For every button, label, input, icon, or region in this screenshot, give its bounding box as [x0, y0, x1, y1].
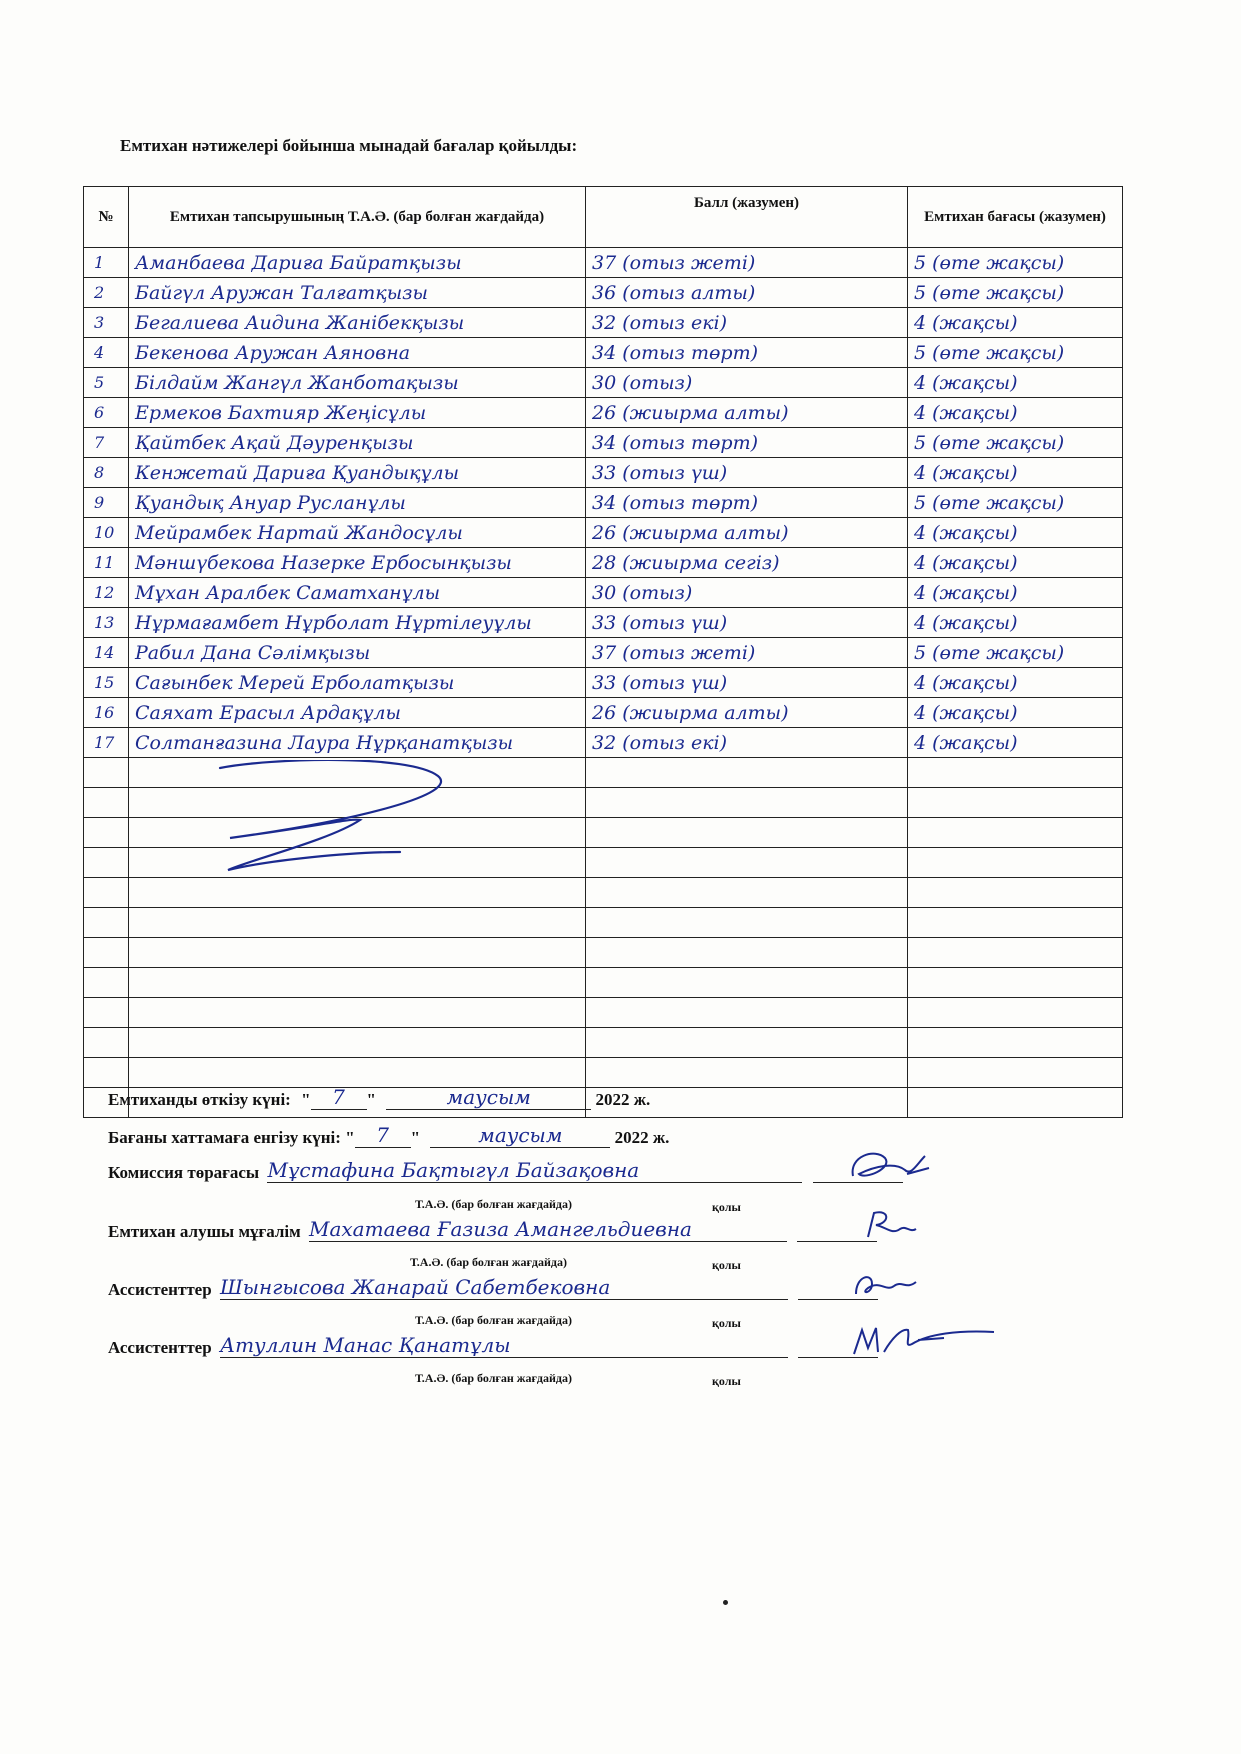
- empty-cell: [84, 788, 129, 818]
- row-grade: 4 (жақсы): [908, 458, 1123, 488]
- empty-cell: [586, 758, 908, 788]
- empty-cell: [908, 878, 1123, 908]
- empty-cell: [129, 938, 586, 968]
- empty-cell: [586, 1028, 908, 1058]
- table-row: [84, 458, 1123, 488]
- row-name: Мұхан Аралбек Саматханұлы: [129, 578, 586, 608]
- empty-cell: [84, 848, 129, 878]
- assistant2-line: [108, 1333, 878, 1358]
- row-grade: 5 (өте жақсы): [908, 278, 1123, 308]
- row-score: 32 (отыз екі): [586, 728, 908, 758]
- empty-cell: [586, 938, 908, 968]
- row-name: Бегалиева Аидина Жанібекқызы: [129, 308, 586, 338]
- empty-cell: [908, 1058, 1123, 1088]
- assistant1-name: Шынгысова Жанарай Сабетбековна: [220, 1275, 788, 1300]
- table-row: [84, 608, 1123, 638]
- row-score: 26 (жиырма алты): [586, 398, 908, 428]
- empty-cell: [84, 1058, 129, 1088]
- table-row-empty: [84, 1028, 1123, 1058]
- row-number: 2: [84, 278, 129, 308]
- intro-text: Емтихан нәтижелері бойынша мынадай бағалар қойылды:: [120, 136, 578, 155]
- row-score: 26 (жиырма алты): [586, 698, 908, 728]
- empty-cell: [84, 968, 129, 998]
- assistant2-label: Ассистенттер: [108, 1338, 212, 1357]
- row-score: 33 (отыз үш): [586, 458, 908, 488]
- row-number: 14: [84, 638, 129, 668]
- empty-cell: [129, 788, 586, 818]
- exam-date-line: Емтиханды өткізу күні: " 7 " маусым 2022 ж.: [108, 1085, 651, 1109]
- row-grade: 4 (жақсы): [908, 518, 1123, 548]
- assistant2-caption-name: Т.А.Ә. (бар болған жағдайда): [415, 1371, 572, 1385]
- row-number: 17: [84, 728, 129, 758]
- row-grade: 4 (жақсы): [908, 578, 1123, 608]
- empty-cell: [129, 908, 586, 938]
- empty-cell: [908, 908, 1123, 938]
- row-grade: 4 (жақсы): [908, 608, 1123, 638]
- teacher-name: Махатаева Ғазиза Амангельдиевна: [309, 1217, 787, 1242]
- table-row: [84, 638, 1123, 668]
- assistant1-caption-sign: қолы: [712, 1316, 741, 1330]
- table-row-empty: [84, 998, 1123, 1028]
- row-grade: 5 (өте жақсы): [908, 638, 1123, 668]
- empty-cell: [586, 908, 908, 938]
- header-grade: Емтихан бағасы (жазумен): [908, 187, 1123, 248]
- stray-dot: [723, 1600, 728, 1605]
- header-name: Емтихан тапсырушының Т.А.Ә. (бар болған жағдайда): [129, 187, 586, 248]
- row-score: 36 (отыз алты): [586, 278, 908, 308]
- chair-name: Мұстафина Бақтыгүл Байзақовна: [267, 1158, 802, 1183]
- empty-cell: [84, 818, 129, 848]
- exam-date-day: 7: [311, 1085, 367, 1110]
- table-row-empty: [84, 848, 1123, 878]
- row-score: 26 (жиырма алты): [586, 518, 908, 548]
- protocol-date-month: маусым: [430, 1123, 610, 1148]
- row-name: Мәншүбекова Назерке Ербосынқызы: [129, 548, 586, 578]
- row-score: 34 (отыз төрт): [586, 428, 908, 458]
- row-name: Солтанғазина Лаура Нұрқанатқызы: [129, 728, 586, 758]
- row-number: 3: [84, 308, 129, 338]
- header-num: №: [84, 187, 129, 248]
- row-grade: 4 (жақсы): [908, 398, 1123, 428]
- table-row-empty: [84, 968, 1123, 998]
- empty-cell: [129, 1058, 586, 1088]
- chair-label: Комиссия төрағасы: [108, 1163, 260, 1182]
- row-score: 37 (отыз жеті): [586, 248, 908, 278]
- row-number: 16: [84, 698, 129, 728]
- empty-cell: [129, 998, 586, 1028]
- teacher-label: Емтихан алушы мұғалім: [108, 1222, 301, 1241]
- table-row-empty: [84, 908, 1123, 938]
- assistant2-signature-line: [798, 1333, 878, 1358]
- row-name: Мейрамбек Нартай Жандосұлы: [129, 518, 586, 548]
- empty-cell: [586, 968, 908, 998]
- empty-cell: [129, 878, 586, 908]
- row-name: Аманбаева Дариға Байратқызы: [129, 248, 586, 278]
- row-score: 37 (отыз жеті): [586, 638, 908, 668]
- assistant1-signature-line: [798, 1275, 878, 1300]
- empty-cell: [908, 968, 1123, 998]
- row-number: 15: [84, 668, 129, 698]
- table-header-row: [84, 187, 1123, 248]
- row-number: 8: [84, 458, 129, 488]
- assistant2-caption-sign: қолы: [712, 1374, 741, 1388]
- empty-cell: [84, 998, 129, 1028]
- empty-cell: [586, 878, 908, 908]
- row-number: 12: [84, 578, 129, 608]
- row-name: Қуандық Ануар Русланұлы: [129, 488, 586, 518]
- row-grade: 4 (жақсы): [908, 308, 1123, 338]
- row-number: 6: [84, 398, 129, 428]
- table-row: [84, 308, 1123, 338]
- row-name: Байгүл Аружан Талғатқызы: [129, 278, 586, 308]
- chair-signature-line: [813, 1158, 903, 1183]
- table-row: [84, 248, 1123, 278]
- row-grade: 4 (жақсы): [908, 698, 1123, 728]
- table-row: [84, 548, 1123, 578]
- table-row: [84, 488, 1123, 518]
- chair-caption-sign: қолы: [712, 1200, 741, 1214]
- row-number: 1: [84, 248, 129, 278]
- table-row: [84, 398, 1123, 428]
- empty-cell: [586, 998, 908, 1028]
- table-row-empty: [84, 1058, 1123, 1088]
- empty-cell: [908, 818, 1123, 848]
- teacher-caption-name: Т.А.Ә. (бар болған жағдайда): [410, 1255, 567, 1269]
- exam-date-label: Емтиханды өткізу күні:: [108, 1090, 291, 1109]
- table-row: [84, 518, 1123, 548]
- row-name: Қайтбек Ақай Дәуренқызы: [129, 428, 586, 458]
- exam-date-year: 2022 ж.: [595, 1090, 651, 1109]
- table-row-empty: [84, 818, 1123, 848]
- empty-cell: [129, 818, 586, 848]
- header-score: Балл (жазумен): [586, 187, 908, 248]
- row-number: 4: [84, 338, 129, 368]
- row-number: 13: [84, 608, 129, 638]
- row-score: 33 (отыз үш): [586, 608, 908, 638]
- empty-cell: [908, 758, 1123, 788]
- exam-date-month: маусым: [386, 1085, 591, 1110]
- table-row: [84, 728, 1123, 758]
- row-grade: 4 (жақсы): [908, 368, 1123, 398]
- row-grade: 5 (өте жақсы): [908, 428, 1123, 458]
- protocol-date-line: Бағаны хаттамаға енгізу күні: " 7 " маусым 2022 ж.: [108, 1123, 670, 1147]
- row-number: 5: [84, 368, 129, 398]
- empty-cell: [129, 968, 586, 998]
- protocol-date-year: 2022 ж.: [614, 1128, 670, 1147]
- row-score: 34 (отыз төрт): [586, 488, 908, 518]
- table-row-empty: [84, 938, 1123, 968]
- row-name: Нұрмағамбет Нұрболат Нұртілеуұлы: [129, 608, 586, 638]
- table-row-empty: [84, 878, 1123, 908]
- row-grade: 4 (жақсы): [908, 728, 1123, 758]
- row-score: 34 (отыз төрт): [586, 338, 908, 368]
- empty-cell: [84, 908, 129, 938]
- row-name: Бекенова Аружан Аяновна: [129, 338, 586, 368]
- empty-cell: [908, 938, 1123, 968]
- row-number: 11: [84, 548, 129, 578]
- teacher-signature-line: [797, 1217, 877, 1242]
- empty-cell: [586, 1058, 908, 1088]
- empty-cell: [908, 1028, 1123, 1058]
- row-score: 30 (отыз): [586, 578, 908, 608]
- row-name: Сағынбек Мерей Ерболатқызы: [129, 668, 586, 698]
- row-number: 10: [84, 518, 129, 548]
- row-score: 33 (отыз үш): [586, 668, 908, 698]
- table-row: [84, 338, 1123, 368]
- table-row-empty: [84, 758, 1123, 788]
- row-name: Саяхат Ерасыл Ардақұлы: [129, 698, 586, 728]
- empty-cell: [586, 788, 908, 818]
- row-grade: 4 (жақсы): [908, 668, 1123, 698]
- table-row: [84, 668, 1123, 698]
- teacher-caption-sign: қолы: [712, 1258, 741, 1272]
- empty-cell: [908, 848, 1123, 878]
- row-grade: 5 (өте жақсы): [908, 248, 1123, 278]
- teacher-line: [108, 1217, 877, 1242]
- assistant1-line: [108, 1275, 878, 1300]
- row-score: 30 (отыз): [586, 368, 908, 398]
- row-name: Білдайм Жангүл Жанботақызы: [129, 368, 586, 398]
- empty-cell: [129, 848, 586, 878]
- empty-cell: [129, 1028, 586, 1058]
- table-row: [84, 698, 1123, 728]
- assistant1-caption-name: Т.А.Ә. (бар болған жағдайда): [415, 1313, 572, 1327]
- row-number: 9: [84, 488, 129, 518]
- results-table: [83, 186, 1123, 1118]
- row-name: Рабил Дана Сәлімқызы: [129, 638, 586, 668]
- empty-cell: [129, 758, 586, 788]
- empty-cell: [908, 998, 1123, 1028]
- table-row: [84, 368, 1123, 398]
- empty-cell: [908, 788, 1123, 818]
- empty-cell: [586, 848, 908, 878]
- row-score: 32 (отыз екі): [586, 308, 908, 338]
- empty-cell: [84, 878, 129, 908]
- table-row: [84, 428, 1123, 458]
- row-score: 28 (жиырма сегіз): [586, 548, 908, 578]
- chair-caption-name: Т.А.Ә. (бар болған жағдайда): [415, 1197, 572, 1211]
- row-number: 7: [84, 428, 129, 458]
- row-grade: 4 (жақсы): [908, 548, 1123, 578]
- protocol-date-label: Бағаны хаттамаға енгізу күні:: [108, 1128, 341, 1147]
- empty-cell: [586, 818, 908, 848]
- empty-cell: [84, 758, 129, 788]
- row-grade: 5 (өте жақсы): [908, 488, 1123, 518]
- assistant1-label: Ассистенттер: [108, 1280, 212, 1299]
- table-row: [84, 278, 1123, 308]
- empty-cell: [84, 938, 129, 968]
- table-row: [84, 578, 1123, 608]
- table-row-empty: [84, 788, 1123, 818]
- empty-cell: [908, 1088, 1123, 1118]
- protocol-date-day: 7: [355, 1123, 411, 1148]
- row-name: Ермеков Бахтияр Жеңісұлы: [129, 398, 586, 428]
- empty-cell: [84, 1028, 129, 1058]
- row-name: Кенжетай Дариға Қуандықұлы: [129, 458, 586, 488]
- row-grade: 5 (өте жақсы): [908, 338, 1123, 368]
- chair-line: [108, 1158, 903, 1183]
- assistant2-name: Атуллин Манас Қанатұлы: [220, 1333, 788, 1358]
